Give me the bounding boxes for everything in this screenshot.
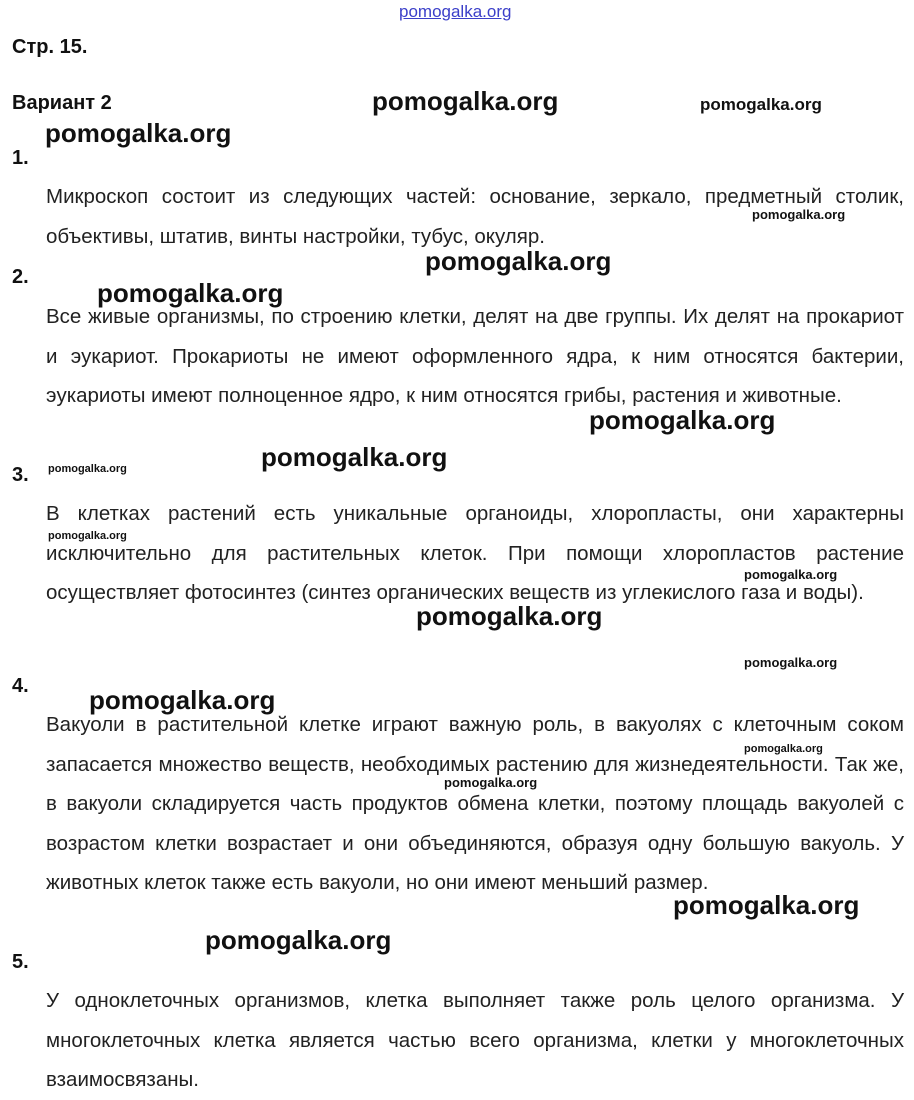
answer-text-4: Вакуоли в растительной клетке играют важную роль, в вакуолях с клеточным соком запасается множество веществ, необходимых растению для жизнедеятельности. Так же, в вакуоли складируется часть продуктов обмена клетки, поэтому площадь вакуолей с возрастом клетки возрастает и они объединяются, образуя одну большую вакуоль. У животных клеток также есть вакуоли, но они имеют меньший размер. xyxy=(46,713,904,894)
answer-text-5: У одноклеточных организмов, клетка выполняет также роль целого организма. У многоклеточных клетка является частью всего организма, клетки у многоклеточных взаимосвязаны. xyxy=(46,989,904,1091)
page-label: Стр. 15. xyxy=(12,36,88,58)
answer-text-2: Все живые организмы, по строению клетки, делят на две группы. Их делят на прокариот и эукариот. Прокариоты не имеют оформленного ядра, к ним относятся бактерии, эукариоты имеют полноценное ядро, к ним относятся грибы, растения и животные. xyxy=(46,305,904,407)
watermark: pomogalka.org xyxy=(48,530,127,542)
watermark: pomogalka.org xyxy=(416,601,603,631)
watermark: pomogalka.org xyxy=(744,655,838,670)
watermark: pomogalka.org xyxy=(205,925,392,955)
watermark: pomogalka.org xyxy=(444,775,538,790)
answer-number-2: 2. xyxy=(12,266,29,288)
answer-number-1: 1. xyxy=(12,147,29,169)
watermark: pomogalka.org xyxy=(673,890,860,920)
watermark: pomogalka.org xyxy=(700,95,822,114)
answer-text-3: В клетках растений есть уникальные органоиды, хлоропласты, они характерны исключительно для растительных клеток. При помощи хлоропластов растение осуществляет фотосинтез (синтез органических веществ из углекислого газа и воды). xyxy=(46,502,904,604)
answer-number-4: 4. xyxy=(12,675,29,697)
variant-label: Вариант 2 xyxy=(12,92,112,114)
watermark: pomogalka.org xyxy=(752,207,846,222)
watermark: pomogalka.org xyxy=(261,442,448,472)
answer-number-3: 3. xyxy=(12,464,29,486)
answer-number-5: 5. xyxy=(12,951,29,973)
watermark: pomogalka.org xyxy=(48,463,127,475)
watermark: pomogalka.org xyxy=(372,86,559,116)
watermark: pomogalka.org xyxy=(89,685,276,715)
watermark: pomogalka.org xyxy=(425,246,612,276)
watermark: pomogalka.org xyxy=(744,567,838,582)
watermark: pomogalka.org xyxy=(97,278,284,308)
answer-text-1: Микроскоп состоит из следующих частей: основание, зеркало, предметный столик, объективы, штатив, винты настройки, тубус, окуляр. xyxy=(46,185,904,248)
watermark: pomogalka.org xyxy=(589,405,776,435)
watermark: pomogalka.org xyxy=(744,743,823,755)
site-link[interactable]: pomogalka.org xyxy=(399,2,512,21)
watermark: pomogalka.org xyxy=(45,118,232,148)
